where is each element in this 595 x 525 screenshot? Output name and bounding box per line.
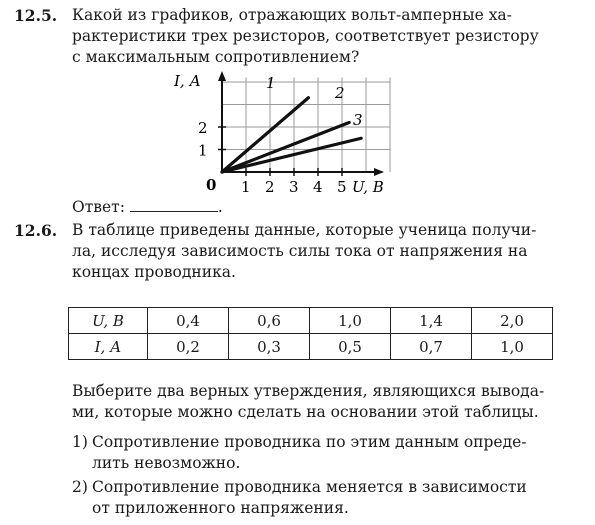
option-1-number: 1)	[72, 433, 88, 451]
tick-label-x: 0	[206, 176, 217, 194]
tick-label-x: 4	[313, 178, 323, 196]
table-header-i: I, А	[69, 334, 148, 360]
option-2-line-1: Сопротивление проводника меняется в зависимости	[92, 478, 527, 496]
task-number-12-5: 12.5.	[14, 6, 58, 25]
question-line-3: с максимальным сопротивлением?	[72, 48, 360, 66]
chart-labels	[173, 72, 384, 196]
x-axis-arrow	[374, 168, 384, 176]
table-row-u	[69, 308, 553, 334]
option-1-line-2: лить невозможно.	[92, 454, 241, 472]
series-label-2: 2	[335, 84, 345, 102]
question2-line-3: концах проводника.	[72, 263, 236, 281]
option-2-line-2: от приложенного напряжения.	[92, 499, 349, 517]
y-axis-title: I, А	[174, 72, 201, 90]
answer-label: Ответ:	[72, 198, 125, 216]
table-cell: 0,7	[391, 334, 472, 360]
tick-label-y: 1	[198, 141, 208, 160]
table-cell: 0,4	[148, 308, 229, 334]
table-cell: 0,6	[229, 308, 310, 334]
question2-line-2: ла, исследуя зависимость силы тока от напряжения на	[72, 242, 528, 260]
table-cell: 0,3	[229, 334, 310, 360]
tick-label-x: 5	[337, 178, 347, 196]
y-axis-arrow	[218, 71, 226, 81]
table-cell: 0,2	[148, 334, 229, 360]
data-table	[68, 307, 553, 360]
iv-chart	[170, 68, 410, 198]
tick-label-x: 3	[289, 178, 299, 196]
chart-grid	[222, 78, 390, 173]
task-number-12-6: 12.6.	[14, 221, 58, 240]
x-axis-title: U, В	[352, 178, 384, 196]
question-line-2: рактеристики трех резисторов, соответствует резистору	[72, 27, 539, 45]
answer-line	[72, 197, 223, 217]
question-line-1: Какой из графиков, отражающих вольт-амперные ха-	[72, 6, 512, 24]
table-cell: 1,0	[310, 308, 391, 334]
answer-end: .	[217, 198, 223, 216]
tick-label-x: 1	[241, 178, 251, 196]
instruction-line-2: ми, которые можно сделать на основании этой таблицы.	[72, 403, 539, 421]
series-label-3: 3	[353, 111, 363, 129]
chart-series	[222, 98, 361, 172]
answer-blank[interactable]	[130, 197, 218, 212]
question2-line-1: В таблице приведены данные, которые ученица получи-	[72, 221, 537, 239]
option-2-number: 2)	[72, 478, 88, 496]
table-header-u: U, В	[69, 308, 148, 334]
table-row-i	[69, 334, 553, 360]
table-cell: 2,0	[472, 308, 553, 334]
table-cell: 0,5	[310, 334, 391, 360]
instruction-line-1: Выберите два верных утверждения, являющихся вывода-	[72, 382, 545, 400]
tick-label-y: 2	[198, 119, 208, 137]
table-cell: 1,0	[472, 334, 553, 360]
tick-label-x: 2	[265, 178, 275, 196]
table-cell: 1,4	[391, 308, 472, 334]
option-1-line-1: Сопротивление проводника по этим данным опреде-	[92, 433, 527, 451]
series-label-1: 1	[266, 74, 276, 92]
